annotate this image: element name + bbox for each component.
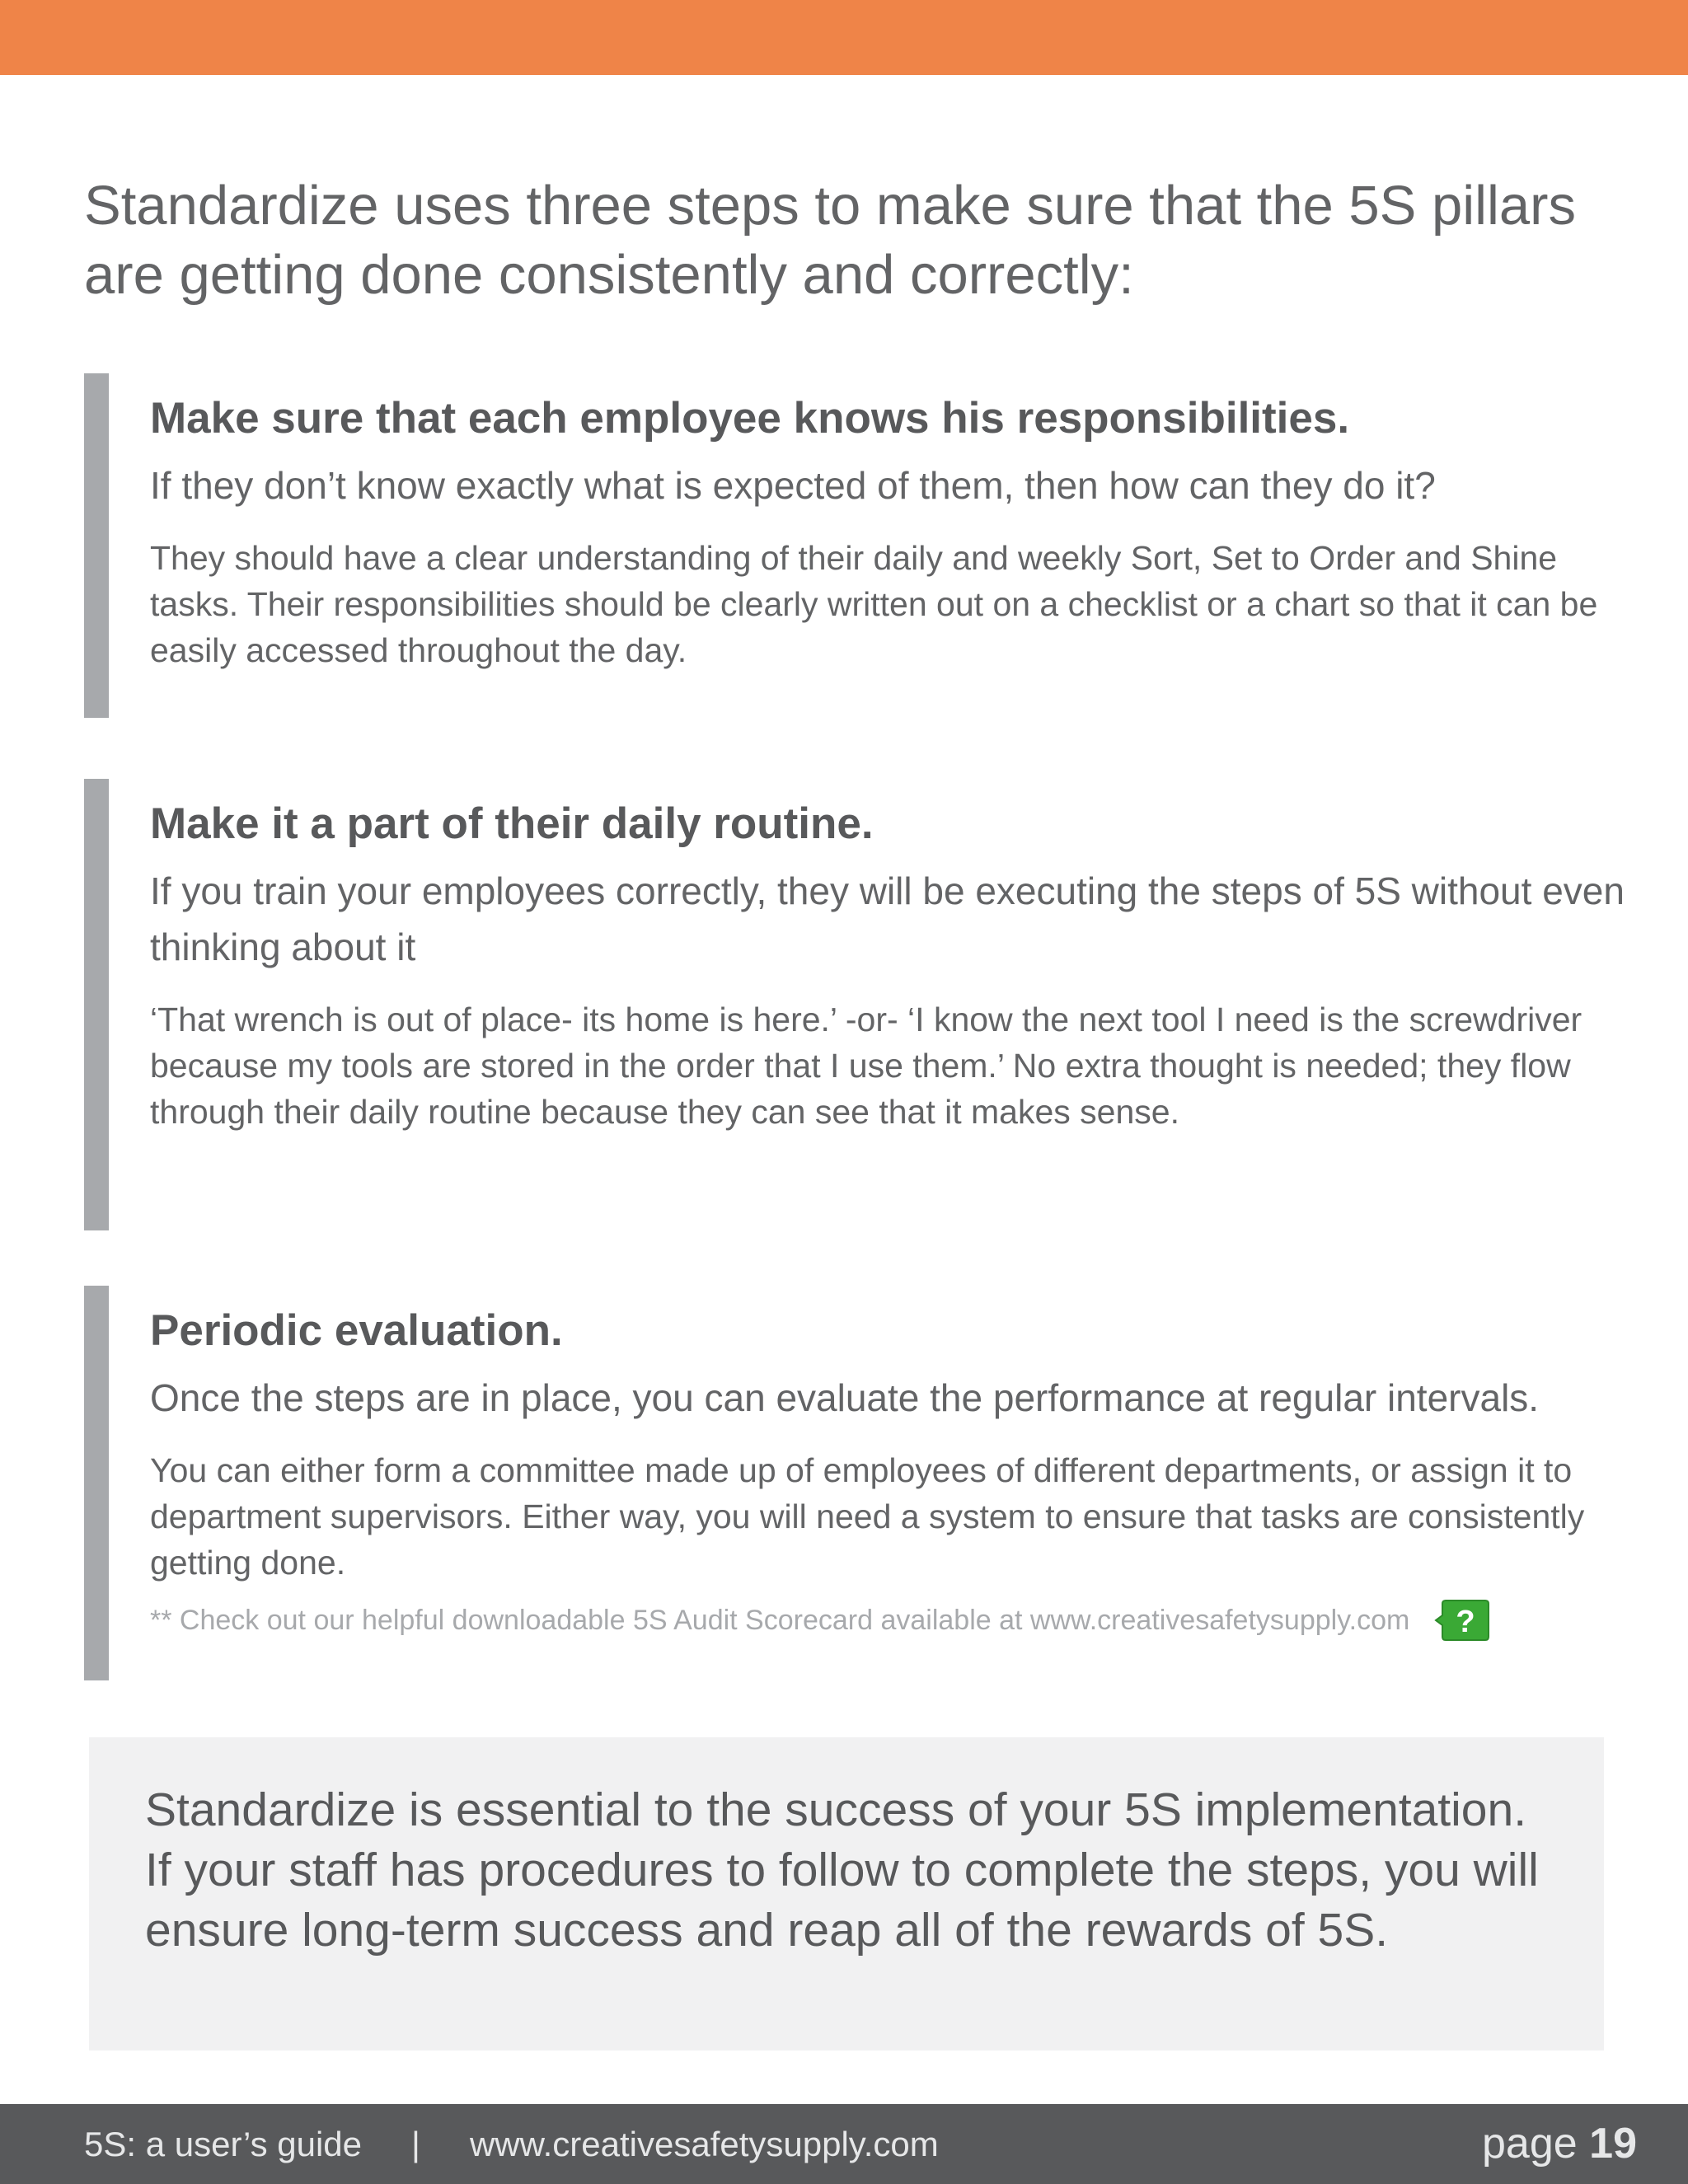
step-lead: Once the steps are in place, you can evaluate the performance at regular intervals.	[150, 1376, 1540, 1419]
step-title: Make sure that each employee knows his responsibilities.	[150, 394, 1350, 443]
step-daily-routine	[84, 779, 1634, 1230]
page-number-value: 19	[1589, 2120, 1637, 2168]
step-accent-bar	[84, 779, 109, 1230]
step-body: You can either form a committee made up of employees of different departments, or assign it to department supervisors. Either way, you will need a system to ensure that tasks are consistently getting done.	[150, 1451, 1585, 1582]
guide-title: 5S: a user’s guide	[84, 2125, 363, 2163]
step-responsibilities	[84, 373, 1634, 718]
step-periodic-evaluation	[84, 1286, 1634, 1680]
page-footer	[0, 2104, 1688, 2184]
footer-url-link[interactable]: www.creativesafetysupply.com	[469, 2125, 939, 2163]
step-body: They should have a clear understanding of their daily and weekly Sort, Set to Order and Shine tasks. Their responsibilities should be clearly written out on a checklist or a chart so that it can be easily accessed throughout the day.	[150, 539, 1598, 669]
footer-separator: |	[411, 2125, 420, 2163]
page-label: page	[1482, 2120, 1578, 2168]
summary-text: Standardize is essential to the success of your 5S implementation. If your staff has procedures to follow to complete the steps, you will ensure long-term success and reap all of the rewards of 5S.	[145, 1783, 1539, 1957]
summary-callout	[89, 1737, 1604, 2050]
step-title: Make it a part of their daily routine.	[150, 799, 874, 848]
step-title: Periodic evaluation.	[150, 1306, 563, 1355]
step-body: ‘That wrench is out of place- its home is here.’ -or- ‘I know the next tool I need is the screwdriver because my tools are stored in the order that I use them.’ No extra thought is needed; they flow through their daily routine because they can see that it makes sense.	[150, 1001, 1582, 1131]
help-question-icon[interactable]	[1434, 1597, 1490, 1643]
step-lead: If they don’t know exactly what is expected of them, then how can they do it?	[150, 464, 1436, 507]
page-number	[1482, 2104, 1637, 2184]
step-accent-bar	[84, 373, 109, 718]
intro-heading: Standardize uses three steps to make sure that the 5S pillars are getting done consistently and correctly:	[84, 175, 1576, 306]
step-accent-bar	[84, 1286, 109, 1680]
svg-text:?: ?	[1456, 1605, 1475, 1639]
audit-scorecard-link[interactable]: ** Check out our helpful downloadable 5S Audit Scorecard available at www.creativesafetysupply.com	[150, 1605, 1410, 1636]
audit-scorecard-note	[150, 1597, 1634, 1643]
top-accent-band	[0, 0, 1688, 75]
step-lead: If you train your employees correctly, they will be executing the steps of 5S without even thinking about it	[150, 869, 1625, 968]
